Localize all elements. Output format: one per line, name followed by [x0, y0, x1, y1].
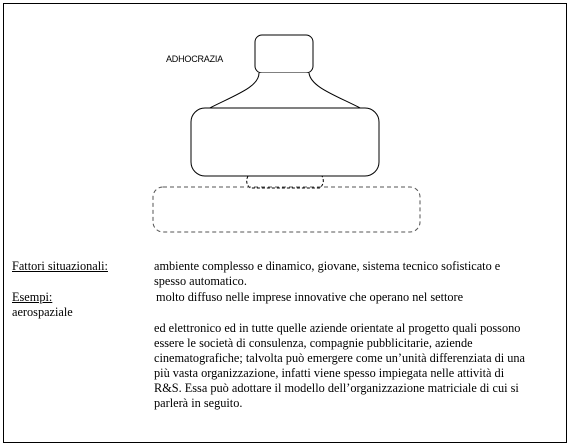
situational-factors-label: Fattori situazionali:: [12, 259, 108, 273]
examples-line: R&S. Essa può adottare il modello dell’organizzazione matriciale di cui si: [154, 381, 519, 395]
examples-line: più vasta organizzazione, infatti viene spesso impiegata nelle attività di: [154, 366, 505, 380]
situational-factors-line-2: spesso automatico.: [154, 274, 247, 288]
operating-core-dashed-shape: [153, 187, 420, 232]
adhocracy-core-shape: [191, 108, 379, 176]
examples-label: Esempi:: [12, 290, 53, 304]
examples-line: essere le società di consulenza, compagnie pubblicitarie, aziende: [154, 336, 473, 350]
examples-line: parlerà in seguito.: [154, 396, 243, 410]
middle-line-shape: [204, 73, 366, 111]
neck-shape: [247, 176, 324, 188]
situational-factors-line-1: ambiente complesso e dinamico, giovane, sistema tecnico sofisticato e: [154, 259, 501, 273]
strategic-apex-shape: [255, 35, 313, 73]
examples-line-first: molto diffuso nelle imprese innovative che operano nel settore: [156, 290, 464, 304]
diagram-label: ADHOCRAZIA: [166, 54, 224, 64]
examples-line: cinematografiche; talvolta può emergere come un’unità differenziata di una: [154, 351, 526, 365]
examples-line-wrap: aerospaziale: [12, 305, 73, 319]
examples-line: ed elettronico ed in tutte quelle aziende orientate al progetto quali possono: [154, 321, 521, 335]
